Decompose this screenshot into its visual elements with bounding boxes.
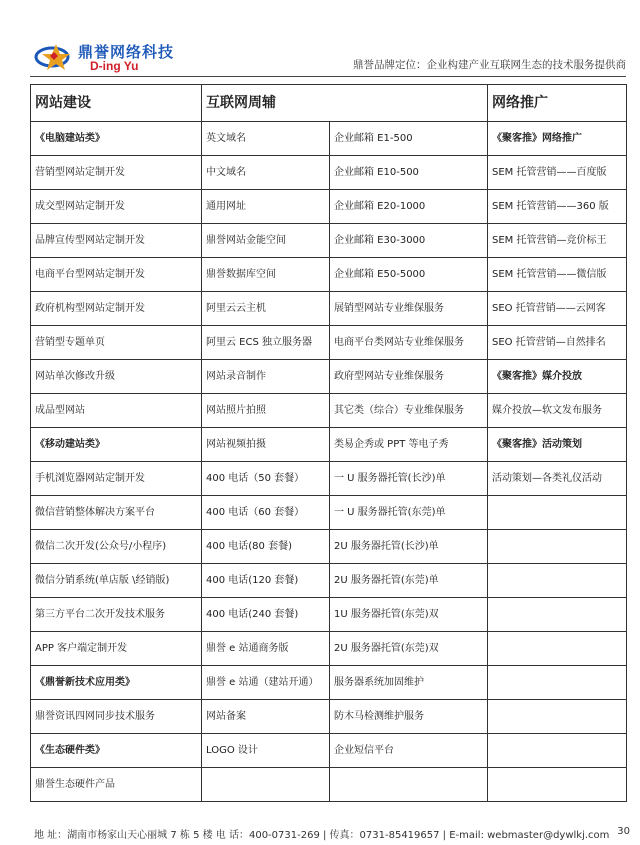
company-logo xyxy=(34,40,174,76)
table-cell: 网站单次修改升级 xyxy=(31,360,202,394)
table-row xyxy=(31,700,627,734)
table-cell xyxy=(488,496,627,530)
table-cell: 网站录音制作 xyxy=(202,360,330,394)
table-cell: 阿里云 ECS 独立服务器 xyxy=(202,326,330,360)
table-cell: 鼎誉 e 站通（建站开通） xyxy=(202,666,330,700)
table-cell: 网站备案 xyxy=(202,700,330,734)
table-cell: 展销型网站专业维保服务 xyxy=(330,292,488,326)
table-cell: 《聚客推》媒介投放 xyxy=(488,360,627,394)
table-cell: LOGO 设计 xyxy=(202,734,330,768)
table-cell: 鼎誉资讯四网同步技术服务 xyxy=(31,700,202,734)
table-cell: 2U 服务器托管(长沙)单 xyxy=(330,530,488,564)
table-cell: 一 U 服务器托管(东莞)单 xyxy=(330,496,488,530)
table-row xyxy=(31,360,627,394)
table-cell: 英文域名 xyxy=(202,122,330,156)
table-cell: 400 电话(120 套餐) xyxy=(202,564,330,598)
table-cell: 微信二次开发(公众号/小程序) xyxy=(31,530,202,564)
table-row xyxy=(31,734,627,768)
header-network-promotion: 网络推广 xyxy=(488,85,627,122)
table-cell: 企业邮箱 E1-500 xyxy=(330,122,488,156)
table-cell: 企业邮箱 E10-500 xyxy=(330,156,488,190)
table-row xyxy=(31,156,627,190)
table-cell: 400 电话（60 套餐） xyxy=(202,496,330,530)
table-cell: 鼎誉数据库空间 xyxy=(202,258,330,292)
table-header-row xyxy=(31,85,627,122)
table-cell: 微信分销系统(单店版 \经销版) xyxy=(31,564,202,598)
table-cell: SEM 托管营销—竞价标王 xyxy=(488,224,627,258)
logo-emblem-icon xyxy=(34,40,76,74)
page-number: 30 xyxy=(617,826,630,837)
table-cell xyxy=(488,734,627,768)
table-row xyxy=(31,496,627,530)
table-cell: 通用网址 xyxy=(202,190,330,224)
table-cell: 《移动建站类》 xyxy=(31,428,202,462)
table-cell: 其它类（综合）专业维保服务 xyxy=(330,394,488,428)
table-cell: 微信营销整体解决方案平台 xyxy=(31,496,202,530)
table-cell: 《电脑建站类》 xyxy=(31,122,202,156)
table-cell xyxy=(488,632,627,666)
table-cell: 1U 服务器托管(东莞)双 xyxy=(330,598,488,632)
table-cell xyxy=(488,530,627,564)
table-cell: 网站照片拍照 xyxy=(202,394,330,428)
service-table xyxy=(30,84,627,802)
table-cell: 成品型网站 xyxy=(31,394,202,428)
table-cell: 《生态硬件类》 xyxy=(31,734,202,768)
table-cell: 营销型专题单页 xyxy=(31,326,202,360)
table-cell: 手机浏览器网站定制开发 xyxy=(31,462,202,496)
footer-contact: 地 址：湖南市杨家山天心丽城 7 栋 5 楼 电 话：400-0731-269 | 传真：0731-85419657 | E-mail: webmaster@dywlkj.com xyxy=(34,830,610,841)
table-cell: 鼎誉网站金能空间 xyxy=(202,224,330,258)
table-cell: 政府型网站专业维保服务 xyxy=(330,360,488,394)
table-cell: 网站视频拍摄 xyxy=(202,428,330,462)
table-cell: 400 电话（50 套餐） xyxy=(202,462,330,496)
logo-english-name: D-ing Yu xyxy=(90,59,139,73)
table-cell xyxy=(488,666,627,700)
table-cell: 成交型网站定制开发 xyxy=(31,190,202,224)
table-row xyxy=(31,428,627,462)
table-cell: 防木马检测维护服务 xyxy=(330,700,488,734)
table-cell: 鼎誉 e 站通商务版 xyxy=(202,632,330,666)
table-cell: APP 客户端定制开发 xyxy=(31,632,202,666)
table-row xyxy=(31,462,627,496)
table-cell xyxy=(488,598,627,632)
table-cell: 政府机构型网站定制开发 xyxy=(31,292,202,326)
table-cell: 《鼎誉新技术应用类》 xyxy=(31,666,202,700)
header-internet-support: 互联网周辅 xyxy=(202,85,488,122)
table-cell: 媒介投放—软文发布服务 xyxy=(488,394,627,428)
table-cell: 服务器系统加固维护 xyxy=(330,666,488,700)
table-row xyxy=(31,394,627,428)
table-cell: 电商平台型网站定制开发 xyxy=(31,258,202,292)
table-cell: 2U 服务器托管(东莞)单 xyxy=(330,564,488,598)
table-row xyxy=(31,564,627,598)
table-cell: 《聚客推》活动策划 xyxy=(488,428,627,462)
table-cell xyxy=(202,768,330,802)
table-cell: 400 电话(80 套餐) xyxy=(202,530,330,564)
table-cell: 第三方平台二次开发技术服务 xyxy=(31,598,202,632)
table-row xyxy=(31,632,627,666)
table-cell: 企业邮箱 E50-5000 xyxy=(330,258,488,292)
table-cell: 2U 服务器托管(东莞)双 xyxy=(330,632,488,666)
table-cell: SEM 托管营销——微信版 xyxy=(488,258,627,292)
table-cell: 鼎誉生态硬件产品 xyxy=(31,768,202,802)
header-website-construction: 网站建设 xyxy=(31,85,202,122)
table-cell: 电商平台类网站专业维保服务 xyxy=(330,326,488,360)
table-row xyxy=(31,224,627,258)
table-cell: SEO 托管营销——云网客 xyxy=(488,292,627,326)
header-divider xyxy=(30,76,626,77)
logo-chinese-name: 鼎誉网络科技 xyxy=(78,43,175,61)
table-row xyxy=(31,122,627,156)
table-cell: 企业短信平台 xyxy=(330,734,488,768)
table-cell: SEM 托管营销——360 版 xyxy=(488,190,627,224)
table-cell: SEM 托管营销——百度版 xyxy=(488,156,627,190)
table-cell: 一 U 服务器托管(长沙)单 xyxy=(330,462,488,496)
table-row xyxy=(31,258,627,292)
table-row xyxy=(31,190,627,224)
table-cell: 中文域名 xyxy=(202,156,330,190)
table-cell: 企业邮箱 E30-3000 xyxy=(330,224,488,258)
table-row xyxy=(31,530,627,564)
table-cell xyxy=(488,564,627,598)
table-cell: 品牌宣传型网站定制开发 xyxy=(31,224,202,258)
table-cell: 类易企秀或 PPT 等电子秀 xyxy=(330,428,488,462)
table-row xyxy=(31,666,627,700)
table-row xyxy=(31,768,627,802)
table-cell xyxy=(488,700,627,734)
table-row xyxy=(31,598,627,632)
table-cell: 阿里云云主机 xyxy=(202,292,330,326)
table-cell: 《聚客推》网络推广 xyxy=(488,122,627,156)
table-cell xyxy=(488,768,627,802)
table-cell xyxy=(330,768,488,802)
table-cell: SEO 托管营销—自然排名 xyxy=(488,326,627,360)
table-cell: 营销型网站定制开发 xyxy=(31,156,202,190)
table-row xyxy=(31,292,627,326)
table-cell: 企业邮箱 E20-1000 xyxy=(330,190,488,224)
table-row xyxy=(31,326,627,360)
brand-slogan: 鼎誉品牌定位：企业构建产业互联网生态的技术服务提供商 xyxy=(353,59,626,71)
table-cell: 400 电话(240 套餐) xyxy=(202,598,330,632)
table-cell: 活动策划—各类礼仪活动 xyxy=(488,462,627,496)
